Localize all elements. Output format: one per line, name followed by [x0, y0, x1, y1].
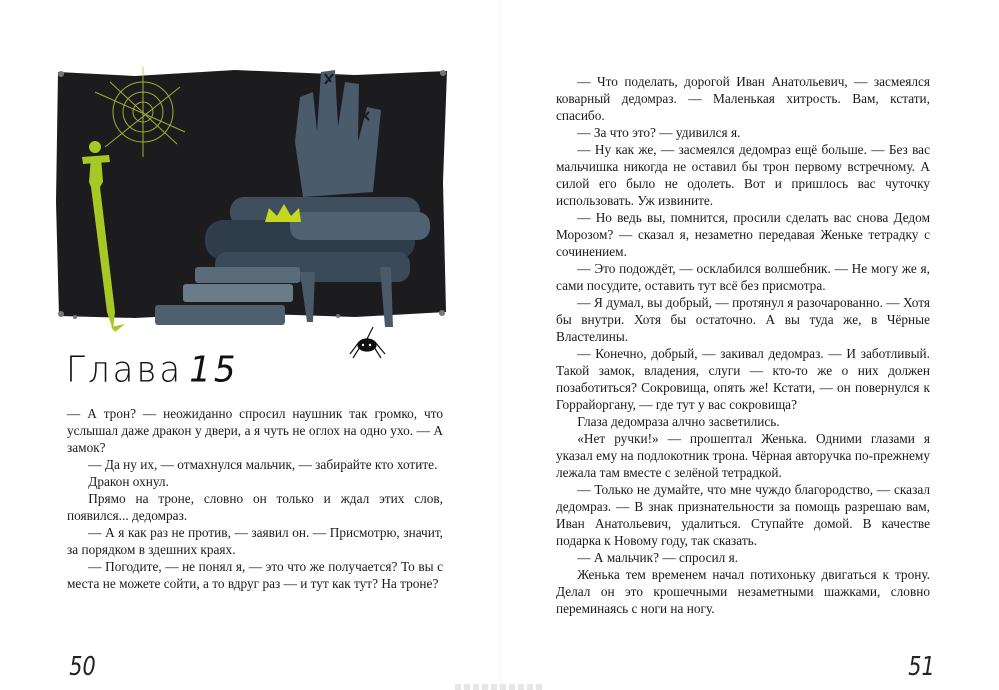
chapter-number: 15 [189, 349, 239, 391]
paragraph: Женька тем временем начал потихоньку двигаться к трону. Делал он это крошечными незаметными шажками, словно переминаясь с ноги на ногу. [556, 567, 930, 616]
throne-illustration [55, 62, 450, 362]
nail-icon [73, 315, 77, 319]
paragraph: — Только не думайте, что мне чуждо благородство, — сказал дедомраз. — В знак признательности за помощь разрешаю вам, Иван Анатольевич, удалиться. Ступайте домой. В качестве подарка к Новому году, так сказать. [556, 482, 930, 548]
paragraph: Дракон охнул. [88, 474, 169, 489]
paragraph: — Ну как же, — засмеялся дедомраз ещё больше. — Без вас мальчишка никогда не оставил бы трон первому встречному. А силой его было не одолеть. Вот и пришлось вас чуточку использовать. Уж извините. [556, 142, 930, 208]
paragraph: — Я думал, вы добрый, — протянул я разочарованно. — Хотя бы внутри. Хотя бы остаточно. А вы туда же, в Чёрные Властелины. [556, 295, 930, 344]
paragraph: — Погодите, — не понял я, — это что же получается? То вы с места не можете сойти, а то вдруг раз — и тут как тут? На троне? [67, 559, 443, 591]
chapter-word: Глава [66, 349, 184, 391]
chapter-heading [66, 349, 239, 391]
paragraph: — А мальчик? — спросил я. [577, 550, 739, 565]
right-page-text [556, 73, 930, 617]
paragraph: — Что поделать, дорогой Иван Анатольевич, — засмеялся коварный дедомраз. — Маленькая хитрость. Вам, кстати, спасибо. [556, 74, 930, 123]
page-number-right: 51 [908, 652, 935, 682]
nail-icon [58, 71, 64, 77]
page-number-left: 50 [69, 652, 96, 682]
nail-icon [336, 314, 340, 318]
nail-icon [439, 310, 445, 316]
paragraph: — За что это? — удивился я. [577, 125, 741, 140]
paragraph: Глаза дедомраза алчно засветились. [577, 414, 780, 429]
page-edge-decoration [455, 684, 545, 690]
nail-icon [58, 311, 64, 317]
paragraph: — Это подождёт, — осклабился волшебник. — Не могу же я, сами посудите, оставить тут всё без присмотра. [556, 261, 930, 293]
page-gutter [499, 0, 501, 690]
paragraph: — А трон? — неожиданно спросил наушник так громко, что услышал даже дракон у двери, а я чуть не оглох на одно ухо. — А замок? [67, 406, 443, 455]
paragraph: — Конечно, добрый, — закивал дедомраз. — И заботливый. Такой замок, владения, слуги — кто-то же о них должен позаботиться? Сокровища, опять же! Кстати, — он повернулся к Горрайоргану, — где тут у вас сокровища? [556, 346, 930, 412]
left-page-text [67, 405, 443, 592]
paragraph: — Но ведь вы, помнится, просили сделать вас снова Дедом Морозом? — сказал я, незаметно передавая Женьке тетрадку с сочинением. [556, 210, 930, 259]
paragraph: «Нет ручки!» — прошептал Женька. Одними глазами я указал ему на подлокотник трона. Чёрная авторучка по-прежнему лежала там вместе с зелёной тетрадкой. [556, 431, 930, 480]
paragraph: — Да ну их, — отмахнулся мальчик, — забирайте кто хотите. [88, 457, 438, 472]
paragraph: Прямо на троне, словно он только и ждал этих слов, появился... дедомраз. [67, 491, 443, 523]
spider-icon [350, 327, 385, 358]
nail-icon [440, 70, 446, 76]
paragraph: — А я как раз не против, — заявил он. — Присмотрю, значит, за порядком в здешних краях. [67, 525, 443, 557]
